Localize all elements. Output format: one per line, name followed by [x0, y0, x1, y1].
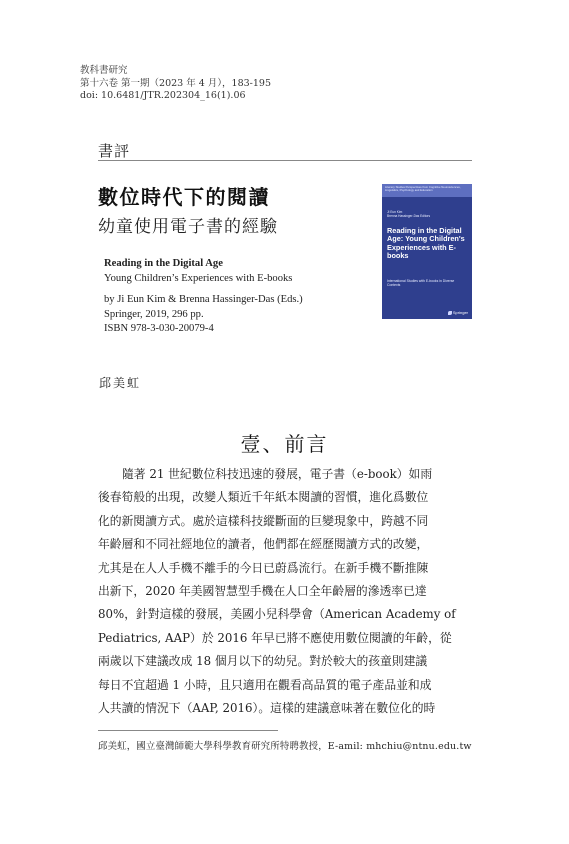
book-cover — [382, 184, 472, 319]
springer-logo-icon — [448, 311, 452, 315]
paragraph-line: 每日不宜超過 1 小時，且只適用在觀看高品質的電子產品並和成 — [98, 677, 432, 692]
article-subtitle: 幼童使用電子書的經驗 — [98, 217, 278, 237]
cover-editors: Ji Eun Kim Brenna Hassinger-Das Editors — [387, 210, 431, 219]
book-authors: by Ji Eun Kim & Brenna Hassinger-Das (Eds.) — [104, 294, 303, 305]
section-label: 書評 — [98, 142, 131, 160]
body-paragraph — [98, 463, 472, 720]
cover-publisher: Springer — [448, 310, 468, 315]
section-divider — [98, 160, 472, 161]
paragraph-line: 人共讀的情況下（AAP, 2016）。這樣的建議意味著在數位化的時 — [98, 700, 436, 715]
footnote: 邱美虹，國立臺灣師範大學科學教育研究所特聘教授，E-amil: mhchiu@ntnu.edu.tw — [98, 741, 472, 752]
article-title: 數位時代下的閱讀 — [98, 185, 270, 209]
cover-subtitle: International Studies with E-books in Diverse Contexts — [387, 279, 455, 288]
paragraph-line: 尤其是在人人手機不離手的今日已蔚爲流行。在新手機不斷推陳 — [98, 560, 429, 575]
journal-name: 教科書研究 — [80, 65, 128, 76]
paragraph-line: Pediatrics, AAP）於 2016 年早已將不應使用數位閱讀的年齡，從 — [98, 630, 452, 645]
paragraph-line: 年齡層和不同社經地位的讀者，他們都在經歷閱讀方式的改變， — [98, 537, 429, 552]
paragraph-line: 出新下，2020 年美國智慧型手機在人口全年齡層的滲透率已達 — [98, 583, 427, 598]
journal-doi: doi: 10.6481/JTR.202304_16(1).06 — [80, 90, 246, 101]
paragraph-line: 80%，針對這樣的發展，美國小兒科學會（American Academy of — [98, 607, 456, 622]
section-heading: 壹、前言 — [240, 432, 329, 456]
paragraph-line: 兩歲以下建議改成 18 個月以下的幼兒。對於較大的孩童則建議 — [98, 654, 428, 669]
paragraph-line: 隨著 21 世紀數位科技迅速的發展，電子書（e-book）如雨 — [122, 467, 433, 481]
paragraph-line: 化的新閱讀方式。處於這樣科技縱斷面的巨變現象中，跨越不同 — [98, 513, 429, 528]
book-subtitle-en: Young Children’s Experiences with E-books — [104, 272, 293, 284]
cover-title: Reading in the Digital Age: Young Children's Experiences with E-books — [387, 226, 465, 260]
book-info — [104, 257, 303, 337]
journal-header — [80, 65, 271, 103]
journal-issue: 第十六卷 第一期（2023 年 4 月），183-195 — [80, 77, 272, 89]
review-author: 邱美虹 — [99, 376, 142, 390]
book-publisher: Springer, 2019, 296 pp. — [104, 308, 204, 320]
cover-series-band: Literacy Studies Perspectives from Cognitive Neurosciences, Linguistics, Psychology and Education — [382, 184, 472, 197]
book-title-en: Reading in the Digital Age — [104, 258, 223, 269]
book-isbn: ISBN 978-3-030-20079-4 — [104, 323, 214, 334]
paragraph-line: 後春筍般的出現，改變人類近千年紙本閱讀的習慣，進化爲數位 — [98, 490, 429, 505]
footnote-divider — [98, 730, 278, 731]
